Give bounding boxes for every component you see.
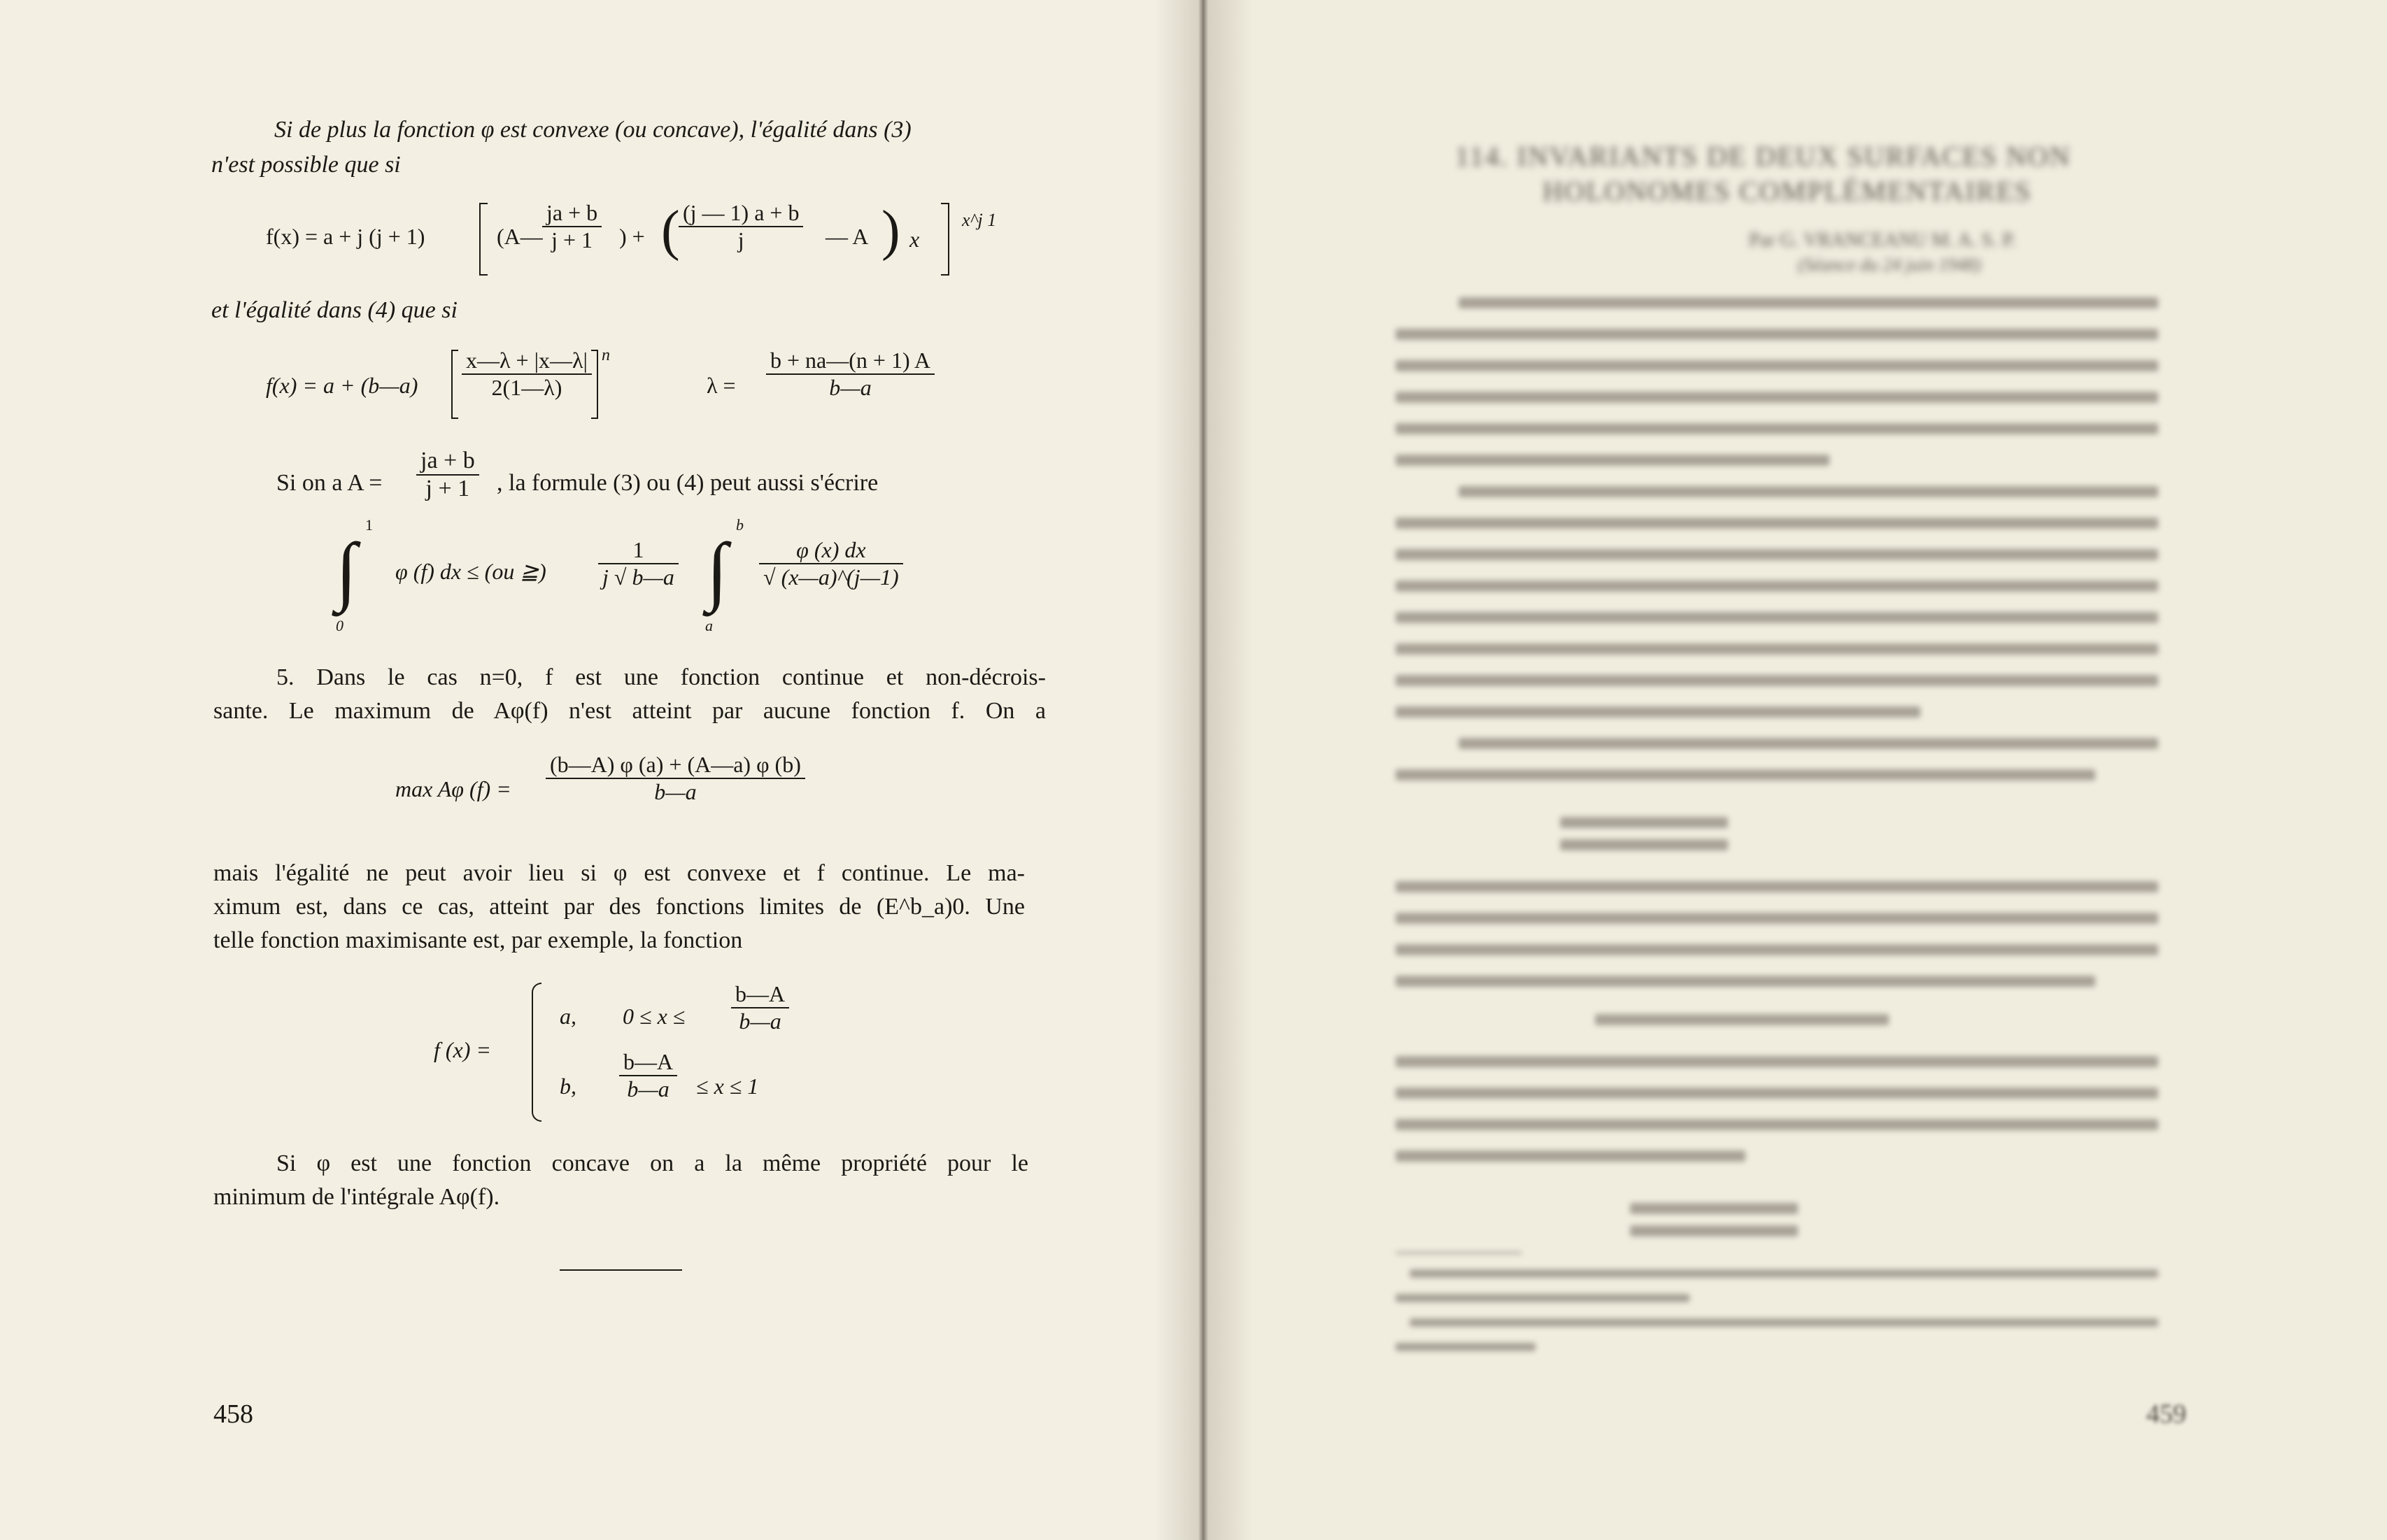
eq1-paren-right: ) <box>881 200 900 262</box>
eq4-num: (b—A) φ (a) + (A—a) φ (b) <box>546 752 805 779</box>
blur-line <box>1459 738 2158 749</box>
eq5-case2-den: b—a <box>627 1076 670 1101</box>
blur-line <box>1410 1269 2158 1278</box>
blur-line <box>1630 1225 1798 1236</box>
eq5-case1-frac <box>731 981 789 1034</box>
blur-line <box>1396 518 2158 529</box>
eq3-frac1-num: 1 <box>598 537 679 564</box>
eq2-lambda: λ = <box>707 373 736 398</box>
eq1-frac2-den: j <box>737 227 744 252</box>
eq5-case2-val: b, <box>560 1074 576 1099</box>
eq3-frac1-den: j √ b—a <box>602 564 674 590</box>
eq1-term2-post: — A <box>826 224 869 249</box>
blur-line <box>1396 1088 2158 1099</box>
para2: et l'égalité dans (4) que si <box>211 297 458 323</box>
eq1-bracket-right <box>941 203 949 276</box>
blur-line <box>1396 455 1829 466</box>
eq4-den: b—a <box>654 779 697 804</box>
article-title-line1: 114. INVARIANTS DE DEUX SURFACES NON <box>1455 141 2071 172</box>
eq3-frac2-den: √ (x—a)^(j—1) <box>763 564 899 590</box>
eq2-lambda-den: b—a <box>829 375 872 400</box>
page-number-right: 459 <box>2146 1399 2186 1429</box>
blur-line <box>1459 486 2158 497</box>
para5-line3: telle fonction maximisante est, par exemple, la fonction <box>213 927 743 953</box>
eq1-bracket-left <box>479 203 488 276</box>
blur-line <box>1396 913 2158 924</box>
blur-line <box>1396 769 2095 780</box>
blur-line <box>1595 1014 1889 1025</box>
para3-frac <box>416 448 479 502</box>
blur-line <box>1630 1203 1798 1214</box>
blur-line <box>1396 944 2158 955</box>
blur-line <box>1410 1318 2158 1327</box>
blur-line <box>1396 1343 1536 1351</box>
para5-line2: ximum est, dans ce cas, atteint par des fonctions limites de (E^b_a)0. Une <box>213 894 1025 920</box>
eq2-frac <box>462 348 592 401</box>
eq4-frac <box>546 752 805 805</box>
eq3-frac2-num: φ (x) dx <box>759 537 903 564</box>
article-title-line2: HOLONOMES COMPLÉMENTAIRES <box>1543 176 2032 207</box>
eq1-lhs: f(x) = a + j (j + 1) <box>266 224 425 249</box>
eq5-brace <box>532 983 541 1122</box>
blur-line <box>1396 423 2158 434</box>
blur-line <box>1560 817 1728 828</box>
eq5-case1-val: a, <box>560 1004 576 1029</box>
para4-line1: 5. Dans le cas n=0, f est une fonction continue et non-décrois- <box>276 664 1046 690</box>
eq5-case1-den: b—a <box>739 1008 781 1034</box>
blur-line <box>1459 297 2158 308</box>
para6-line2: minimum de l'intégrale Aφ(f). <box>213 1184 500 1210</box>
blur-line <box>1396 360 2158 371</box>
eq5-case2-num: b—A <box>619 1049 677 1076</box>
eq1-frac1 <box>542 200 602 253</box>
blur-line <box>1396 675 2158 686</box>
para1-line2: n'est possible que si <box>211 152 401 178</box>
eq1-term1-pre: (A— <box>497 224 543 249</box>
right-page <box>1203 0 2387 1540</box>
eq4-lhs: max Aφ (f) = <box>395 776 511 801</box>
eq5-case2-cond: ≤ x ≤ 1 <box>696 1074 759 1099</box>
blur-line <box>1396 392 2158 403</box>
article-note: (Séance du 24 juin 1948) <box>1798 255 1981 275</box>
para3-den: j + 1 <box>425 476 470 501</box>
eq3-int1-sign: ∫ <box>336 527 357 613</box>
eq1-paren-left: ( <box>661 200 680 262</box>
blur-line <box>1396 976 2095 987</box>
eq2-lhs: f(x) = a + (b—a) <box>266 373 418 398</box>
para6-line1: Si φ est une fonction concave on a la même propriété pour le <box>276 1150 1028 1176</box>
blur-line <box>1560 839 1728 850</box>
page-number-left: 458 <box>213 1399 253 1429</box>
blur-line <box>1396 881 2158 892</box>
blur-line <box>1396 329 2158 340</box>
blur-line <box>1396 1150 1745 1162</box>
end-rule <box>560 1269 682 1271</box>
eq1-x: x <box>909 227 920 252</box>
book-gutter <box>1154 0 1252 1540</box>
eq1-exp: x^j 1 <box>962 210 997 230</box>
blur-line <box>1396 580 2158 592</box>
eq2-exp: n <box>602 346 610 364</box>
eq3-int2-sign: ∫ <box>707 527 728 613</box>
eq2-lambda-num: b + na—(n + 1) A <box>766 348 935 375</box>
eq3-int1-lower: 0 <box>336 617 343 634</box>
blur-line <box>1396 1294 1690 1302</box>
para4-line2: sante. Le maximum de Aφ(f) n'est atteint par aucune fonction f. On a <box>213 698 1046 724</box>
para3-num: ja + b <box>416 448 479 476</box>
eq1-frac1-num: ja + b <box>542 200 602 227</box>
eq5-case1-num: b—A <box>731 981 789 1008</box>
eq2-frac-num: x—λ + |x—λ| <box>462 348 592 375</box>
blur-line <box>1396 1252 1522 1254</box>
eq2-lambda-frac <box>766 348 935 401</box>
eq1-plus: ) + <box>619 224 645 249</box>
eq2-bracket-right <box>591 350 598 419</box>
blur-line <box>1396 1056 2158 1067</box>
eq3-integrand: φ (f) dx ≤ (ou ≧) <box>395 559 546 584</box>
eq5-case2-frac <box>619 1049 677 1102</box>
eq5-case1-cond: 0 ≤ x ≤ <box>623 1004 686 1029</box>
eq3-int2-lower: a <box>705 617 713 634</box>
blur-line <box>1396 1119 2158 1130</box>
eq3-int2-upper: b <box>736 516 744 534</box>
para1-line1: Si de plus la fonction φ est convexe (ou concave), l'égalité dans (3) <box>274 117 912 143</box>
eq3-frac2 <box>759 537 903 590</box>
para5-line1: mais l'égalité ne peut avoir lieu si φ est convexe et f continue. Le ma- <box>213 860 1025 886</box>
blur-line <box>1396 549 2158 560</box>
eq5-lhs: f (x) = <box>434 1037 491 1062</box>
eq3-int1-upper: 1 <box>365 516 373 534</box>
para3-post: , la formule (3) ou (4) peut aussi s'écrire <box>497 470 879 496</box>
article-author: Par G. VRANCEANU M. A. S. P. <box>1749 229 2016 251</box>
blur-line <box>1396 612 2158 623</box>
eq1-frac2 <box>679 200 803 253</box>
blur-line <box>1396 706 1920 718</box>
eq2-frac-den: 2(1—λ) <box>491 375 562 400</box>
eq1-frac2-num: (j — 1) a + b <box>679 200 803 227</box>
eq1-frac1-den: j + 1 <box>551 227 593 252</box>
para3-pre: Si on a A = <box>276 470 383 496</box>
eq3-frac1 <box>598 537 679 590</box>
eq2-bracket-left <box>451 350 458 419</box>
blur-line <box>1396 643 2158 655</box>
